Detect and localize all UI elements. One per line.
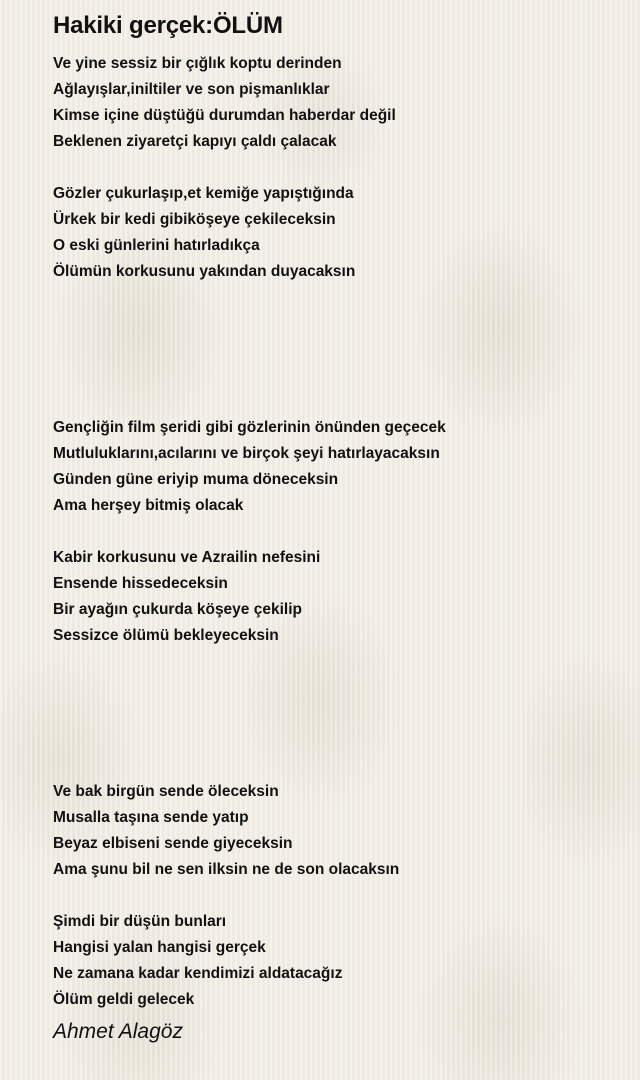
poem-line: Ama herşey bitmiş olacak [53,497,244,514]
stanza-5 [53,779,623,883]
stanza-3 [53,415,623,519]
poem-line: Şimdi bir düşün bunları [53,913,227,930]
poem-body [53,51,623,1039]
poem-line: Ensende hissedeceksin [53,575,228,592]
poem-line: Ölüm geldi gelecek [53,991,195,1008]
poem-line: Musalla taşına sende yatıp [53,809,249,826]
poem-line: Ve bak birgün sende öleceksin [53,783,279,800]
poem-line: Ürkek bir kedi gibiköşeye çekileceksin [53,211,336,228]
poem-line: Ölümün korkusunu yakından duyacaksın [53,263,356,280]
poem-line: Beyaz elbiseni sende giyeceksin [53,835,293,852]
poem-line: Kabir korkusunu ve Azrailin nefesini [53,549,321,566]
stanza-4 [53,545,623,649]
poem-line: Günden güne eriyip muma döneceksin [53,471,339,488]
stanza-1 [53,51,623,155]
poem-line: Ama şunu bil ne sen ilksin ne de son olacaksın [53,861,400,878]
poem-line: Ne zamana kadar kendimizi aldatacağız [53,965,343,982]
poem-line: Gençliğin film şeridi gibi gözlerinin önünden geçecek [53,419,446,436]
poem-author: Ahmet Alagöz [53,1020,183,1043]
poem-line: Sessizce ölümü bekleyeceksin [53,627,279,644]
poem-line: Bir ayağın çukurda köşeye çekilip [53,601,302,618]
poem-line: O eski günlerini hatırladıkça [53,237,260,254]
poem-line: Hangisi yalan hangisi gerçek [53,939,266,956]
poem-line: Beklenen ziyaretçi kapıyı çaldı çalacak [53,133,337,150]
poem-line: Kimse içine düştüğü durumdan haberdar değil [53,107,396,124]
poem-line: Gözler çukurlaşıp,et kemiğe yapıştığında [53,185,354,202]
stanza-2 [53,181,623,285]
poem-line: Ve yine sessiz bir çığlık koptu derinden [53,55,342,72]
poem-line: Mutluluklarını,acılarını ve birçok şeyi hatırlayacaksın [53,445,440,462]
poem-title: Hakiki gerçek:ÖLÜM [53,12,283,39]
stanza-6 [53,909,623,1013]
poem-line: Ağlayışlar,iniltiler ve son pişmanlıklar [53,81,330,98]
